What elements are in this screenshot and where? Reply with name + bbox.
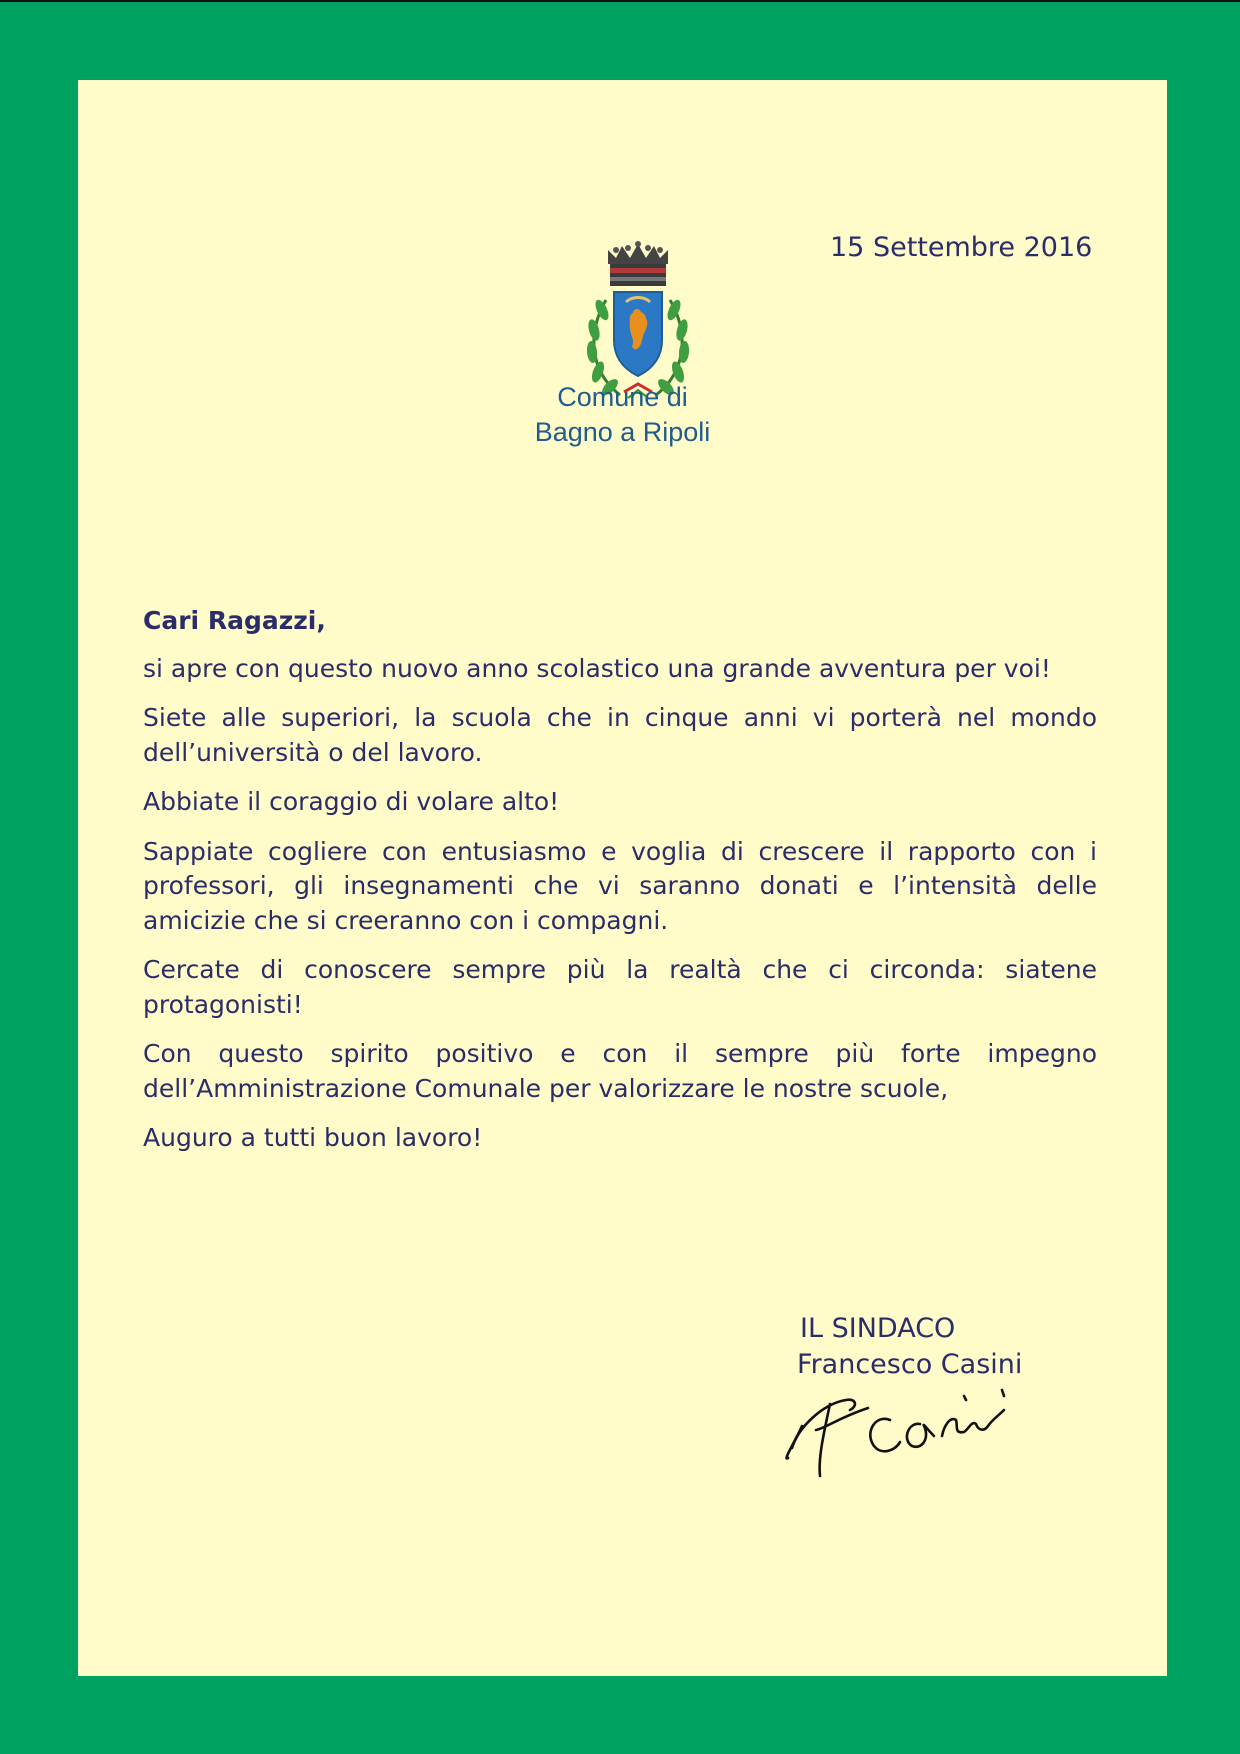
greeting: Cari Ragazzi, <box>143 606 326 635</box>
paragraph: si apre con questo nuovo anno scolastico una grande avventura per voi! <box>143 653 1051 683</box>
paragraph: Cercate di conoscere sempre più la realtà che ci circonda: siatene protagonisti! <box>143 955 1097 1019</box>
municipality-line-1: Comune di <box>557 382 688 412</box>
letter-date: 15 Settembre 2016 <box>830 232 1093 263</box>
paragraph: Sappiate cogliere con entusiasmo e voglia di crescere il rapporto con i professori, gli insegnamenti che vi saranno donati e l’intensità delle amicizie che si creeranno con i compagni. <box>143 836 1097 935</box>
crown-icon <box>608 241 668 286</box>
letter-body <box>143 604 1097 1171</box>
paragraph: Auguro a tutti buon lavoro! <box>143 1123 483 1152</box>
signoff-title: IL SINDACO <box>800 1313 956 1344</box>
handwritten-signature <box>778 1370 1018 1480</box>
municipality-line-2: Bagno a Ripoli <box>534 417 711 447</box>
letter-page <box>78 80 1167 1676</box>
paragraph: Con questo spirito positivo e con il sempre più forte impegno dell’Amministrazione Comunale per valorizzare le nostre scuole, <box>143 1039 1097 1103</box>
top-edge-line <box>0 0 1240 2</box>
shield-icon <box>614 292 662 376</box>
signoff-name: Francesco Casini <box>797 1349 1023 1380</box>
paragraph: Siete alle superiori, la scuola che in cinque anni vi porterà nel mondo dell’università o del lavoro. <box>143 703 1097 767</box>
paragraph: Abbiate il coraggio di volare alto! <box>143 787 560 816</box>
municipality-name <box>78 380 1167 450</box>
